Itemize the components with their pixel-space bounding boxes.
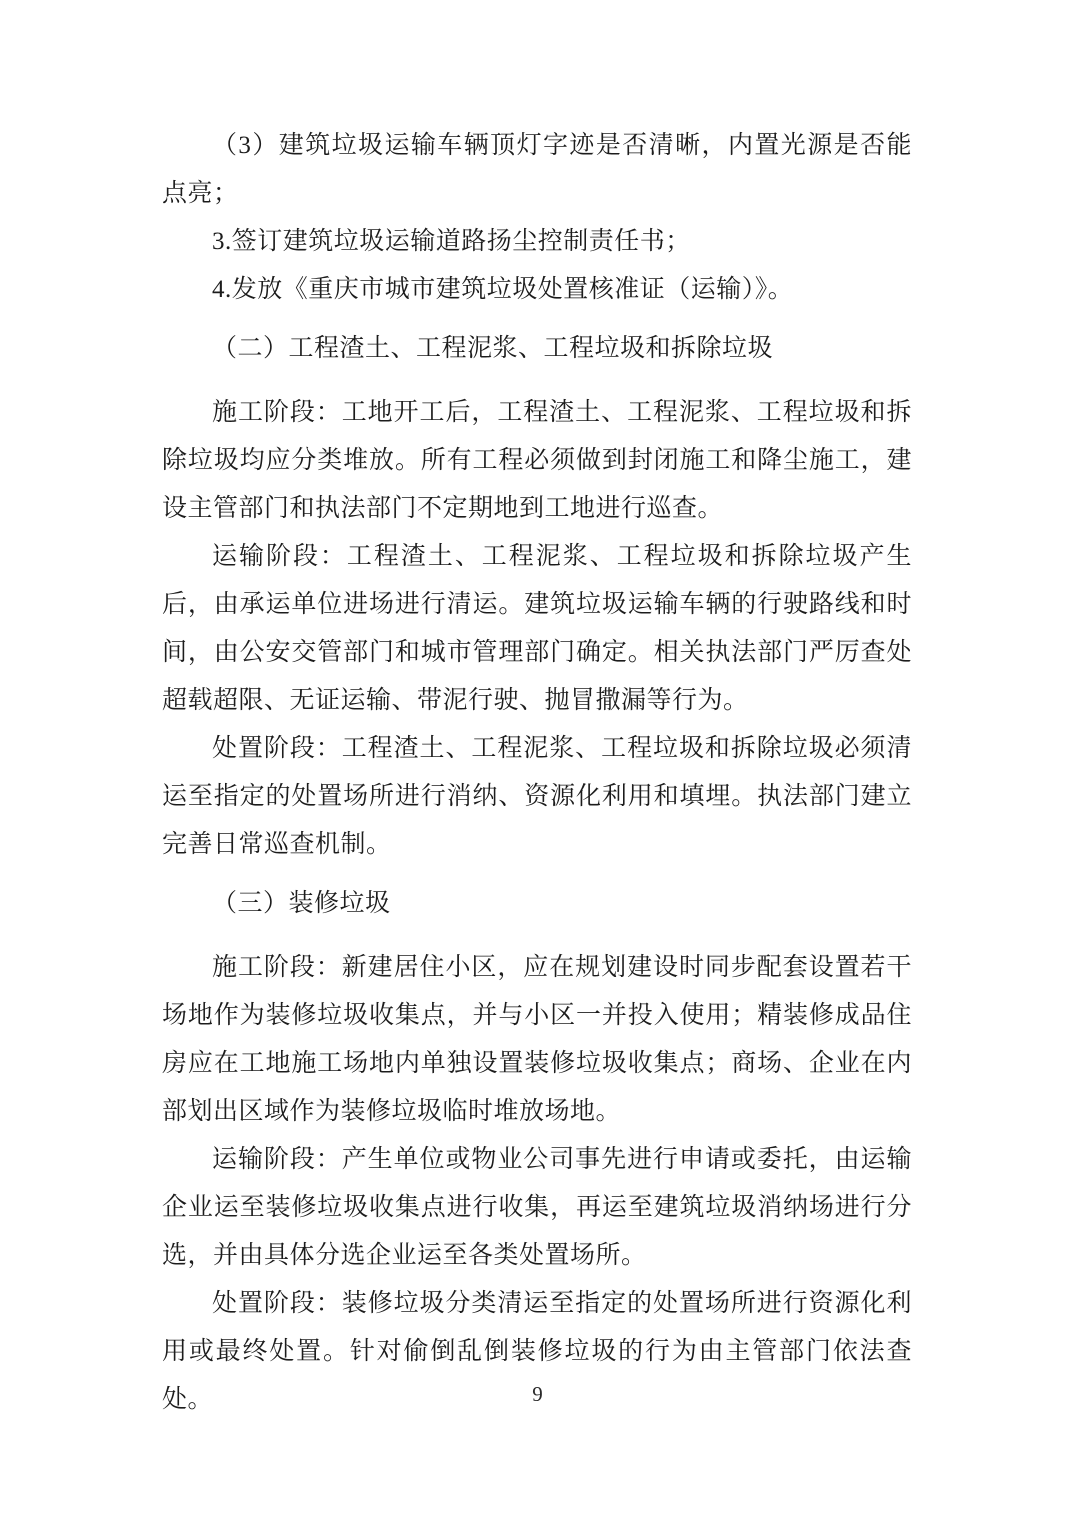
list-item-3: （3）建筑垃圾运输车辆顶灯字迹是否清晰，内置光源是否能点亮； (162, 132, 912, 207)
paragraph-renovation-disposal-phase: 处置阶段：装修垃圾分类清运至指定的处置场所进行资源化利用或最终处置。针对偷倒乱倒装修垃圾的行为由主管部门依法查处。 (162, 1290, 912, 1413)
document-body (162, 122, 912, 1424)
numbered-item-4: 4.发放《重庆市城市建筑垃圾处置核准证（运输）》。 (212, 276, 794, 303)
paragraph-transport-phase: 运输阶段：工程渣土、工程泥浆、工程垃圾和拆除垃圾产生后，由承运单位进场进行清运。建筑垃圾运输车辆的行驶路线和时间，由公安交管部门和城市管理部门确定。相关执法部门严厉查处超载超限、无证运输、带泥行驶、抛冒撒漏等行为。 (162, 543, 912, 714)
paragraph-construction-phase: 施工阶段：工地开工后，工程渣土、工程泥浆、工程垃圾和拆除垃圾均应分类堆放。所有工程必须做到封闭施工和降尘施工，建设主管部门和执法部门不定期地到工地进行巡查。 (162, 399, 912, 522)
numbered-item-3: 3.签订建筑垃圾运输道路扬尘控制责任书； (212, 228, 691, 255)
paragraph-disposal-phase: 处置阶段：工程渣土、工程泥浆、工程垃圾和拆除垃圾必须清运至指定的处置场所进行消纳、资源化利用和填埋。执法部门建立完善日常巡查机制。 (162, 735, 912, 858)
section-heading-2: （二）工程渣土、工程泥浆、工程垃圾和拆除垃圾 (212, 335, 774, 362)
page-number: 9 (532, 1382, 543, 1406)
paragraph-renovation-transport-phase: 运输阶段：产生单位或物业公司事先进行申请或委托，由运输企业运至装修垃圾收集点进行收集，再运至建筑垃圾消纳场进行分选，并由具体分选企业运至各类处置场所。 (162, 1146, 912, 1269)
paragraph-renovation-construction-phase: 施工阶段：新建居住小区，应在规划建设时同步配套设置若干场地作为装修垃圾收集点，并与小区一并投入使用；精装修成品住房应在工地施工场地内单独设置装修垃圾收集点；商场、企业在内部划出区域作为装修垃圾临时堆放场地。 (162, 954, 912, 1125)
section-heading-3: （三）装修垃圾 (212, 890, 391, 917)
